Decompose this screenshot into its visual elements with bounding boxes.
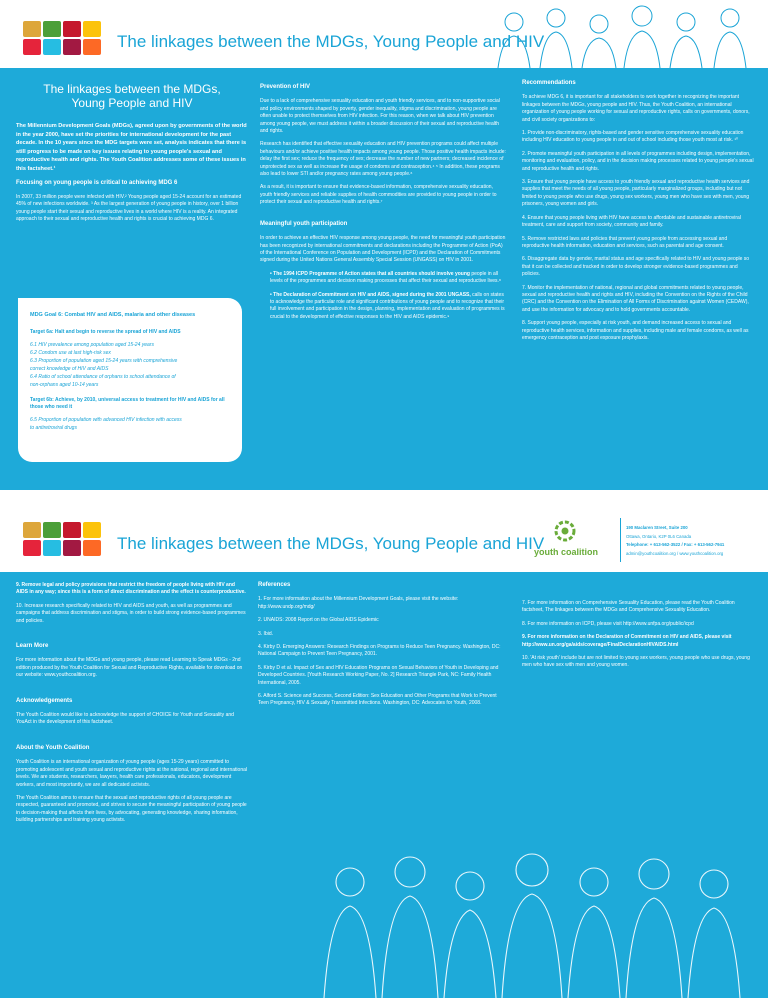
- factsheet-page-2: [0, 506, 768, 998]
- contact-address: 190 Maclaren Street, Suite 200: [626, 525, 688, 530]
- page2-right-column: [522, 600, 754, 676]
- reference-item: 2. UNAIDS: 2008 Report on the Global AIDS Epidemic: [258, 617, 379, 624]
- page-title: The linkages between the MDGs, Young People and HIV: [117, 32, 545, 51]
- page1-header: [0, 0, 768, 68]
- title-line-1: The linkages between the MDGs,: [43, 82, 221, 96]
- reference-item: 7. For more information on Comprehensive Sexuality Education, please read the Youth Coalition factsheet, The linkages between the MDGs and Comprehensive Sexuality Education.: [522, 600, 735, 614]
- youth-coalition-logo-text: youth coalition: [534, 547, 598, 557]
- recommendation-item: 8. Support young people, especially at risk youth, and demand increased access to sexual and reproductive health services, information and supplies, including male and female condoms, as well as emergency contraception and post exposure prophylaxis.: [522, 320, 749, 341]
- youth-crowd-illustration: [310, 852, 768, 998]
- page2-left-column: [16, 582, 248, 831]
- indicator: 6.3 Proportion of population aged 15-24 years with comprehensive: [30, 358, 178, 364]
- bullet-icpd-lead: • The 1994 ICPD Programme of Action states that all countries should involve young: [270, 270, 470, 277]
- contact-web[interactable]: admin@youthcoalition.org / www.youthcoalition.org: [626, 550, 724, 556]
- contact-city: Ottawa, Ontario, K2P 0L6 Canada: [626, 533, 692, 539]
- recommendation-item-9: 9. Remove legal and policy provisions that restrict the freedom of people living with HIV and AIDS in any way; since this is a form of direct discrimination and the effect is counterproductive.: [16, 582, 246, 596]
- reference-item: 1. For more information about the Millennium Development Goals, please visit the website: http://www.undp.org/mdg/: [258, 596, 459, 610]
- prevention-paragraph-1: Due to a lack of comprehensive sexuality education and youth friendly services, and to non-supportive social and policy environments shaped by poverty, gender inequality, stigma and discrimination, young people are often unable to protect themselves from HIV infection. For this reason, when we talk about HIV prevention among young people, we must address it within a broader discussion of their sexual and reproductive health and rights.: [260, 98, 500, 135]
- page2-middle-column: [258, 582, 506, 714]
- bullet-ungass-text: calls on states to acknowledge the particular role and significant contributions of young people and to recognize that their full involvement and participation in the design, planning, implementation and evaluation of programmes is crucial to the development of effective responses to the HIV and AIDS epidemic.⁹: [270, 291, 505, 320]
- reference-item: 5. Kirby D et al. Impact of Sex and HIV Education Programs on Sexual Behaviors of Youth in Developing and Developed Countries. [Youth Research Working Paper, No. 2] Research Triangle Park, NC: Family Health International, 2005.: [258, 664, 499, 686]
- contact-phone: Telephone: + 613-562-3522 / Fax: + 613-562-7941: [626, 542, 725, 548]
- bullet-icpd-text: people in all levels of the programmes and decision making processes that affect their sexual and reproductive lives.⁸: [270, 270, 502, 285]
- mdg-icons-logo: [23, 21, 101, 55]
- contact-divider: [620, 518, 621, 562]
- prevention-heading: Prevention of HIV: [260, 84, 311, 90]
- bullet-icpd: [260, 271, 506, 286]
- recommendation-item: 4. Ensure that young people living with HIV have access to affordable and sustainable antiretroviral treatment, care and support from society, community and family.: [522, 214, 741, 229]
- learn-more-text: For more information about the MDGs and young people, please read Learning to Speak MDGs - 2nd edition produced by the Youth Coalition for Sexual and Reproductive Rights, available for download on our website: www.youthcoalition.org.: [16, 657, 243, 679]
- bullet-ungass-lead: • The Declaration of Commitment on HIV and AIDS, signed during the 2001 UNGASS,: [270, 291, 471, 298]
- page1-right-column: [522, 80, 754, 348]
- contact-block: [626, 524, 766, 558]
- page2-header: [0, 506, 768, 572]
- page-gap: [0, 490, 768, 506]
- learn-more-heading: Learn More: [16, 643, 49, 650]
- recommendation-item: 1. Provide non-discriminatory, rights-based and gender sensitive comprehensive sexuality education including HIV education to young people in and out of school including those youth most at risk. ¹⁰: [522, 130, 744, 144]
- prevention-paragraph-2: Research has identified that effective sexuality education and HIV prevention programs could affect multiple behaviours and/or achieve positive health impacts among young people. Those positive health impacts include: delay the first sex; reduce the frequency of sex; decrease the number of new partners; decreased incidence of unprotected sex as well as increase the usage of condoms and contraception.⁴ ⁵ In addition, these programs also lead to lower STI and/or pregnancy rates among young people.⁶: [260, 141, 506, 178]
- factsheet-page-1: [0, 0, 768, 490]
- indicator: 6.4 Ratio of school attendance of orphans to school attendance of: [30, 374, 176, 380]
- acknowledgements-text: The Youth Coalition would like to acknowledge the support of CHOICE for Youth and Sexuality and YouAct in the development of this factsheet.: [16, 712, 234, 726]
- indicator: 6.1 HIV prevalence among population aged 15-24 years: [30, 342, 154, 348]
- recommendation-item: 2. Promote meaningful youth participation in all levels of programmes including design, implementation, monitoring and evaluation, policy, and in the decision making processes related to young people's sexual and reproductive health and rights.: [522, 150, 754, 172]
- intro-paragraph: The Millennium Development Goals (MDGs), agreed upon by governments of the world in the year 2000, have set the priorities for international development for the past decade. In the 10 years since the MDG targets were set, analysis indicates that there is still progress to be made on key issues relating to young people's sexual and reproductive health and rights. The Youth Coalition addresses some of these issues in this factsheet.¹: [16, 123, 247, 172]
- page1-left-column: [16, 82, 248, 230]
- indicator: 6.5 Proportion of population with advanced HIV infection with access: [30, 417, 182, 423]
- title-line-2: Young People and HIV: [71, 96, 193, 110]
- youth-crowd-illustration: [484, 0, 768, 68]
- participation-paragraph: In order to achieve an effective HIV response among young people, the need for meaningful youth participation has been recognized by international commitments and declarations including the Programme of Action (PoA) of the International Conference on Population and Development (ICPD) and the Declaration of Commitments signed during the United Nations General Assembly Special Session (UNGASS) on HIV in 2001.: [260, 235, 506, 264]
- references-heading: References: [258, 582, 291, 588]
- mdg-icons-logo: [23, 522, 101, 556]
- target-6b: Target 6b: Achieve, by 2010, universal access to treatment for HIV and AIDS for all those who need it: [30, 397, 225, 410]
- page1-middle-column: [260, 84, 506, 327]
- indicator: non-orphans aged 10-14 years: [30, 382, 99, 388]
- reference-item: 9. For more information on the Declaration of Commitment on HIV and AIDS, please visit http://www.un.org/ga/aids/coverage/FinalDeclarationHIVAIDS.html: [522, 634, 732, 648]
- prevention-paragraph-3: As a result, it is important to ensure that evidence-based information, comprehensive sexuality education, youth friendly services and reliable supplies of health commodities are provided to young people in order to protect their sexual and reproductive health and rights.⁷: [260, 184, 497, 206]
- focus-paragraph: In 2007, 33 million people were infected with HIV.² Young people aged 15-24 account for an estimated 45% of new infections worldwide. ³ As the largest generation of young people in history, over 1 billion young people start their sexual and reproductive lives in a world where HIV is a reality. An integrated approach to their sexual and reproductive health and rights is crucial to achieving MDG 6.: [16, 193, 242, 223]
- mdg6-callout: [18, 298, 242, 462]
- recommendations-heading: Recommendations: [522, 80, 576, 86]
- reference-item: 4. Kirby D. Emerging Answers: Research Findings on Programs to Reduce Teen Pregnancy. Washington, DC: National Campaign to Prevent Teen Pregnancy, 2001.: [258, 644, 501, 658]
- indicator: to antiretroviral drugs: [30, 425, 77, 431]
- section-title: [16, 82, 248, 110]
- reference-item: 6. Alford S. Science and Success, Second Edition: Sex Education and Other Programs that Work to Prevent Teen Pregnancy, HIV & Sexually Transmitted Infections. Washington, DC: Advocates for Youth, 2008.: [258, 693, 497, 707]
- indicator: 6.2 Condom use at last high-risk sex: [30, 350, 111, 356]
- focus-heading: Focusing on young people is critical to achieving MDG 6: [16, 179, 178, 186]
- bullet-ungass: [260, 292, 506, 322]
- about-paragraph-2: The Youth Coalition aims to ensure that the sexual and reproductive rights of all young people are respected, guaranteed and promoted, and strives to secure the meaningful participation of young people in decision-making that affects their lives, by advocating, generating knowledge, sharing information, building partnerships and training young activists.: [16, 794, 247, 824]
- indicator: correct knowledge of HIV and AIDS: [30, 366, 109, 372]
- target-6a: Target 6a: Halt and begin to reverse the spread of HIV and AIDS: [30, 329, 181, 335]
- reference-item: 3. Ibid.: [258, 630, 274, 637]
- callout-heading: MDG Goal 6: Combat HIV and AIDS, malaria and other diseases: [30, 312, 196, 318]
- reference-item: 8. For more information on ICPD, please visit http://www.unfpa.org/public/icpd: [522, 620, 694, 627]
- participation-heading: Meaningful youth participation: [260, 220, 348, 227]
- about-heading: About the Youth Coalition: [16, 744, 90, 751]
- acknowledgements-heading: Acknowledgements: [16, 697, 73, 704]
- recommendation-item: 6. Disaggregate data by gender, marital status and age specifically related to HIV and young people so that it can be collected and tracked in order to develop stronger evidence-based programmes and policies.: [522, 256, 750, 278]
- recommendation-item-10: 10. Increase research specifically related to HIV and AIDS and youth, as well as programmes and campaigns that address discrimination and stigma, in order to build strong evidence-based programmes and policies.: [16, 602, 246, 624]
- recommendation-item: 5. Remove restricted laws and policies that prevent young people from accessing sexual and reproductive health information, education and services, such as parental and age consent.: [522, 235, 728, 249]
- about-paragraph-1: Youth Coalition is an international organization of young people (ages 15-29 years) committed to promoting adolescent and youth sexual and reproductive rights at the national, regional and international levels. We are students, researchers, lawyers, health care professionals, educators, development workers, and most importantly, we are all dedicated activists.: [16, 759, 247, 788]
- reference-item: 10. 'At risk youth' include but are not limited to young sex workers, young people who use drugs, young men who have sex with men and young women.: [522, 655, 750, 669]
- recommendations-intro: To achieve MDG 6, it is important for all stakeholders to work together in recognizing the important linkages between the MDGs, young people and HIV. Thus, the Youth Coalition, an international organization of young people working for sexual and reproductive rights, calls on governments, donors, and civil society organizations to:: [522, 94, 750, 123]
- youth-coalition-logo-icon: [554, 520, 576, 542]
- recommendation-item: 3. Ensure that young people have access to youth friendly sexual and reproductive health services and supplies that meet the needs of all young people, particularly marginalized groups, including but not limited to young people who use drugs, young sex workers, young men who have sex with men, young prisoners, young women and girls.: [522, 179, 750, 208]
- recommendation-item: 7. Monitor the implementation of national, regional and global commitments related to young people, sexual and reproductive health and rights and HIV, including the Convention on the Rights of the Child (CRC) and the Convention on the Elimination of All Forms of Discrimination against Women (CEDAW), and use the information for advocacy and to hold governments accountable.: [522, 284, 749, 313]
- page2-title: The linkages between the MDGs, Young People and HIV: [117, 534, 545, 553]
